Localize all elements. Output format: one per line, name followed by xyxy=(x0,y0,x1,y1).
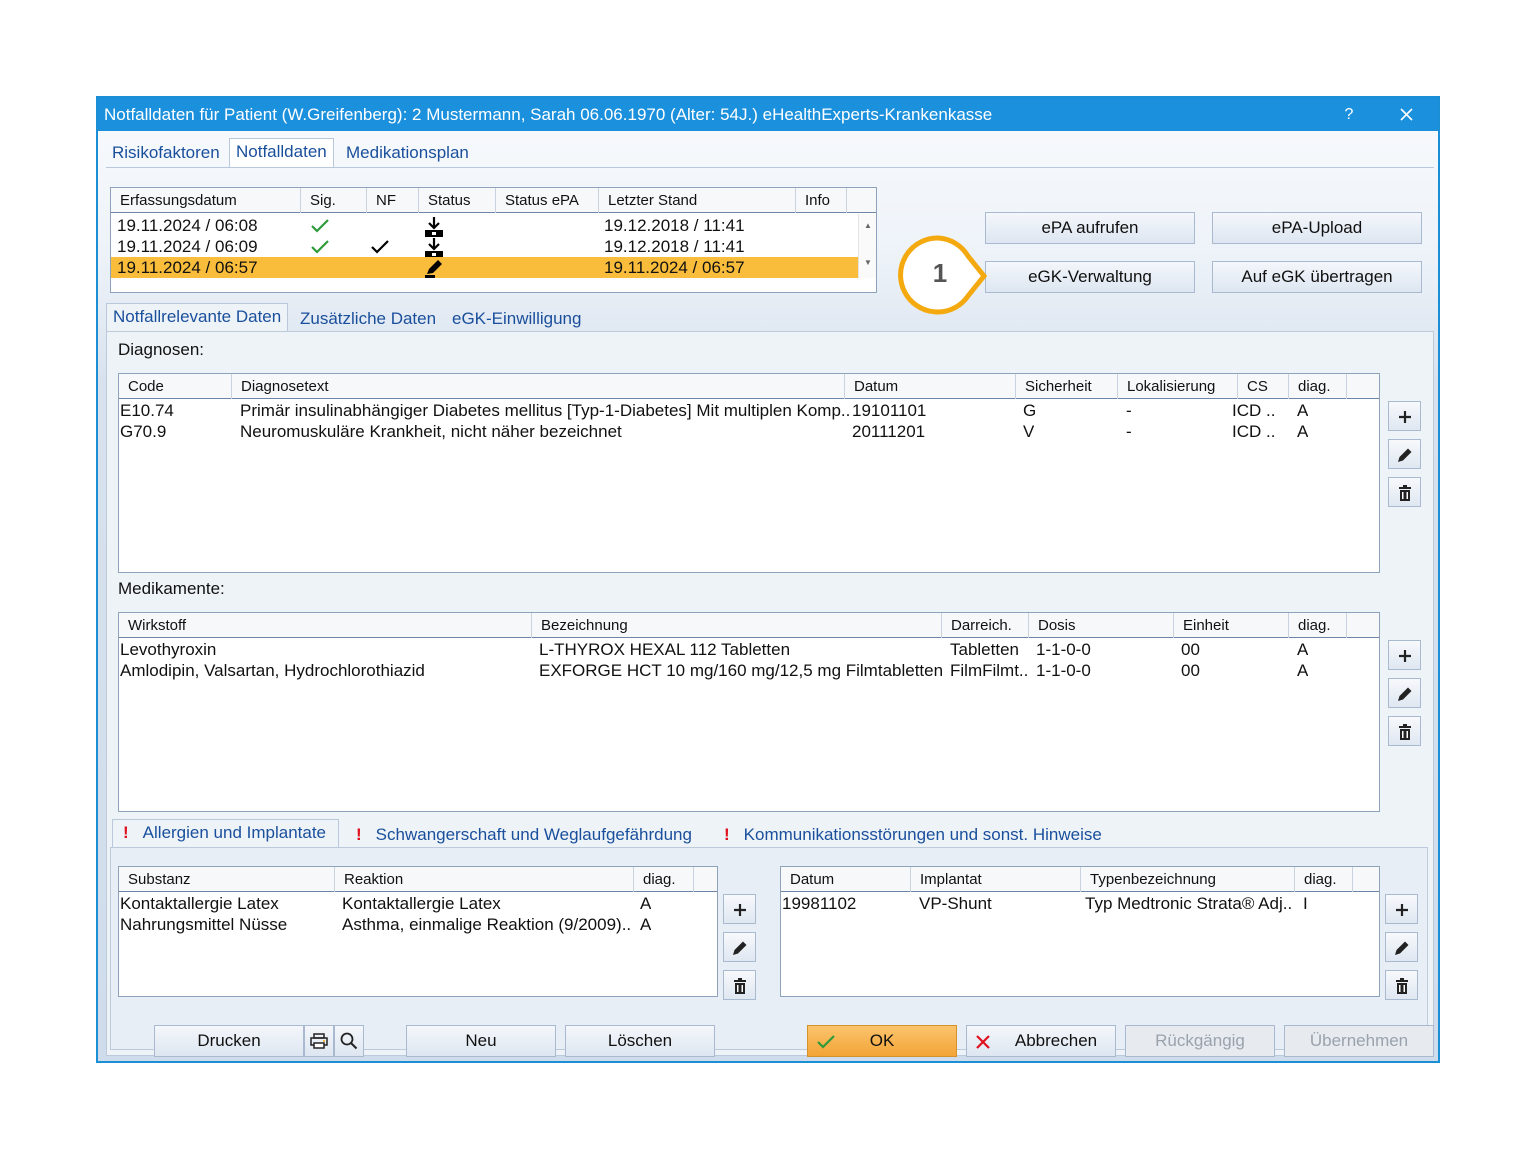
medication-delete-button[interactable] xyxy=(1388,716,1421,746)
diagnosis-safety: G xyxy=(1023,401,1037,420)
medications-table xyxy=(118,612,1380,812)
pencil-icon xyxy=(1394,940,1410,956)
tab-divider xyxy=(106,167,1434,168)
pencil-icon xyxy=(1397,447,1413,463)
col-sicherheit[interactable]: Sicherheit xyxy=(1016,374,1118,399)
allergy-reaction: Kontaktallergie Latex xyxy=(342,894,501,913)
diagnosis-edit-button[interactable] xyxy=(1388,439,1421,469)
medication-unit: 00 xyxy=(1181,640,1200,659)
pencil-card-icon xyxy=(423,257,445,278)
record-last: 19.11.2024 / 06:57 xyxy=(604,258,745,277)
col-erfassungsdatum[interactable]: Erfassungsdatum xyxy=(111,188,301,213)
records-row[interactable] xyxy=(111,236,876,257)
tab-label: Schwangerschaft und Weglaufgefährdung xyxy=(375,825,692,844)
medication-substance: Levothyroxin xyxy=(120,640,217,659)
check-green-icon xyxy=(310,218,330,234)
plus-icon xyxy=(1397,648,1413,664)
epa-upload-button[interactable]: ePA-Upload xyxy=(1212,212,1422,244)
col-implantat[interactable]: Implantat xyxy=(911,867,1081,892)
record-date: 19.11.2024 / 06:09 xyxy=(117,237,258,256)
implants-table xyxy=(780,866,1380,997)
medication-add-button[interactable] xyxy=(1388,640,1421,670)
medication-diag: A xyxy=(1297,661,1309,680)
medication-dose: 1-1-0-0 xyxy=(1036,640,1091,659)
medication-substance: Amlodipin, Valsartan, Hydrochlorothiazid xyxy=(120,661,425,680)
records-scrollbar[interactable] xyxy=(858,214,876,278)
scroll-down-icon[interactable]: ▼ xyxy=(864,258,872,267)
trash-icon xyxy=(732,978,748,994)
col-cs[interactable]: CS xyxy=(1238,374,1289,399)
medication-diag: A xyxy=(1297,640,1309,659)
col-diag[interactable]: diag. xyxy=(1295,867,1353,892)
col-status-epa[interactable]: Status ePA xyxy=(496,188,599,213)
diagnosis-cs: ICD .. xyxy=(1232,422,1276,441)
help-button[interactable]: ? xyxy=(1344,106,1354,123)
records-table xyxy=(110,187,877,293)
allergy-row[interactable] xyxy=(119,893,717,914)
trash-icon xyxy=(1397,724,1413,740)
cross-icon xyxy=(975,1034,991,1050)
implant-type: Typ Medtronic Strata® Adj.. xyxy=(1085,894,1293,913)
implant-row[interactable] xyxy=(781,893,1379,914)
tab-zusaetzliche-daten[interactable]: Zusätzliche Daten xyxy=(300,309,437,328)
col-status[interactable]: Status xyxy=(419,188,496,213)
tab-schwangerschaft[interactable] xyxy=(350,822,698,848)
col-nf[interactable]: NF xyxy=(367,188,419,213)
col-typenbezeichnung[interactable]: Typenbezeichnung xyxy=(1081,867,1295,892)
diagnosis-localisation: - xyxy=(1126,401,1132,420)
allergy-substance: Nahrungsmittel Nüsse xyxy=(120,915,288,934)
allergies-table xyxy=(118,866,718,997)
diagnosis-cs: ICD .. xyxy=(1232,401,1276,420)
trash-icon xyxy=(1394,978,1410,994)
diagnosis-text: Primär insulinabhängiger Diabetes mellitus [Typ-1-Diabetes] Mit multiplen Komp.. xyxy=(240,401,850,420)
col-code[interactable]: Code xyxy=(119,374,232,399)
allergy-delete-button[interactable] xyxy=(723,970,756,1000)
allergy-reaction: Asthma, einmalige Reaktion (9/2009).. xyxy=(342,915,632,934)
medication-unit: 00 xyxy=(1181,661,1200,680)
close-icon xyxy=(1400,108,1413,121)
tab-medikationsplan[interactable]: Medikationsplan xyxy=(346,143,469,162)
tab-allergien-implantate[interactable] xyxy=(112,819,339,849)
medication-form: FilmFilmt.. xyxy=(950,661,1028,680)
col-substanz[interactable]: Substanz xyxy=(119,867,335,892)
medication-name: L-THYROX HEXAL 112 Tabletten xyxy=(539,640,791,659)
close-button[interactable] xyxy=(1392,98,1422,131)
col-sig[interactable]: Sig. xyxy=(301,188,367,213)
diagnosis-code: E10.74 xyxy=(120,401,174,420)
diagnosis-delete-button[interactable] xyxy=(1388,477,1421,507)
col-lokalisierung[interactable]: Lokalisierung xyxy=(1118,374,1238,399)
diagnosis-date: 20111201 xyxy=(852,422,926,441)
warning-mark-icon: ! xyxy=(123,823,129,842)
implant-delete-button[interactable] xyxy=(1385,970,1418,1000)
col-bezeichnung[interactable]: Bezeichnung xyxy=(532,613,942,638)
check-icon xyxy=(816,1034,836,1050)
col-dosis[interactable]: Dosis xyxy=(1029,613,1174,638)
undo-button[interactable]: Rückgängig xyxy=(1125,1025,1275,1057)
record-last: 19.12.2018 / 11:41 xyxy=(604,237,745,256)
diagnosis-row[interactable] xyxy=(119,400,1379,421)
print-setup-button[interactable] xyxy=(304,1025,334,1057)
allergy-diag: A xyxy=(640,894,652,913)
egk-transfer-button[interactable]: Auf eGK übertragen xyxy=(1212,261,1422,293)
egk-manage-button[interactable]: eGK-Verwaltung xyxy=(985,261,1195,293)
allergy-substance: Kontaktallergie Latex xyxy=(120,894,279,913)
warning-mark-icon: ! xyxy=(356,825,362,844)
diagnosis-row[interactable] xyxy=(119,421,1379,442)
plus-icon xyxy=(1394,902,1410,918)
diagnosis-add-button[interactable] xyxy=(1388,401,1421,431)
records-header xyxy=(111,188,876,213)
record-last: 19.12.2018 / 11:41 xyxy=(604,216,745,235)
window-title: Notfalldaten für Patient (W.Greifenberg): 2 Mustermann, Sarah 06.06.1970 (Alter: 54J.) eHealthExperts-Krankenkasse xyxy=(104,105,993,124)
col-reaktion[interactable]: Reaktion xyxy=(335,867,634,892)
diagnoses-table xyxy=(118,373,1380,573)
download-card-icon xyxy=(423,237,445,259)
medication-name: EXFORGE HCT 10 mg/160 mg/12,5 mg Filmtabletten xyxy=(539,661,944,680)
notfalldaten-dialog xyxy=(96,96,1440,1063)
diagnosis-diag: A xyxy=(1297,422,1309,441)
diagnosis-date: 19101101 xyxy=(852,401,927,420)
diagnosis-text: Neuromuskuläre Krankheit, nicht näher bezeichnet xyxy=(240,422,622,441)
callout-number: 1 xyxy=(932,258,948,288)
diagnosis-safety: V xyxy=(1023,422,1035,441)
medication-row[interactable] xyxy=(119,639,1379,660)
plus-icon xyxy=(1397,409,1413,425)
pencil-icon xyxy=(732,940,748,956)
implants-header xyxy=(781,867,1379,892)
scroll-up-icon[interactable]: ▲ xyxy=(864,221,872,230)
check-black-icon xyxy=(370,239,390,255)
allergy-row[interactable] xyxy=(119,914,717,935)
records-row[interactable] xyxy=(111,215,876,236)
medications-label: Medikamente: xyxy=(118,579,225,598)
medication-row[interactable] xyxy=(119,660,1379,681)
col-einheit[interactable]: Einheit xyxy=(1174,613,1289,638)
magnifier-icon xyxy=(340,1032,358,1050)
diagnosis-localisation: - xyxy=(1126,422,1132,441)
col-diag[interactable]: diag. xyxy=(634,867,694,892)
ok-label: OK xyxy=(869,1031,895,1050)
tab-label: Kommunikationsstörungen und sonst. Hinweise xyxy=(743,825,1102,844)
pencil-icon xyxy=(1397,686,1413,702)
apply-button[interactable]: Übernehmen xyxy=(1284,1025,1434,1057)
col-diagnosetext[interactable]: Diagnosetext xyxy=(232,374,845,399)
col-datum[interactable]: Datum xyxy=(781,867,911,892)
col-diag[interactable]: diag. xyxy=(1289,613,1347,638)
implant-name: VP-Shunt xyxy=(919,894,992,913)
new-button[interactable]: Neu xyxy=(406,1025,556,1057)
print-button[interactable]: Drucken xyxy=(154,1025,304,1057)
ok-button[interactable] xyxy=(807,1025,957,1057)
warning-mark-icon: ! xyxy=(724,825,730,844)
diagnosis-diag: A xyxy=(1297,401,1309,420)
download-card-icon xyxy=(423,216,445,238)
col-info[interactable]: Info xyxy=(796,188,847,213)
allergy-add-button[interactable] xyxy=(723,894,756,924)
diagnoses-header xyxy=(119,374,1379,399)
implant-date: 19981102 xyxy=(782,894,857,913)
implant-diag: I xyxy=(1303,894,1308,913)
col-wirkstoff[interactable]: Wirkstoff xyxy=(119,613,532,638)
allergy-diag: A xyxy=(640,915,652,934)
record-date: 19.11.2024 / 06:08 xyxy=(117,216,258,235)
tab-notfalldaten[interactable]: Notfalldaten xyxy=(229,138,334,168)
trash-icon xyxy=(1397,485,1413,501)
delete-button[interactable]: Löschen xyxy=(565,1025,715,1057)
cancel-label: Abbrechen xyxy=(1014,1031,1098,1050)
col-datum[interactable]: Datum xyxy=(845,374,1016,399)
implant-edit-button[interactable] xyxy=(1385,932,1418,962)
col-darreichung[interactable]: Darreich. xyxy=(942,613,1029,638)
medication-form: Tabletten xyxy=(950,640,1019,659)
tab-label: Allergien und Implantate xyxy=(142,823,327,842)
col-diag[interactable]: diag. xyxy=(1289,374,1347,399)
medication-dose: 1-1-0-0 xyxy=(1036,661,1091,680)
title-bar xyxy=(98,98,1438,131)
allergies-header xyxy=(119,867,717,892)
epa-open-button[interactable]: ePA aufrufen xyxy=(985,212,1195,244)
diagnoses-label: Diagnosen: xyxy=(118,340,205,359)
tab-egk-einwilligung[interactable]: eGK-Einwilligung xyxy=(452,309,582,328)
medication-edit-button[interactable] xyxy=(1388,678,1421,708)
tab-risikofaktoren[interactable]: Risikofaktoren xyxy=(112,143,220,162)
check-green-icon xyxy=(310,239,330,255)
print-preview-button[interactable] xyxy=(334,1025,364,1057)
dialog-client xyxy=(98,131,1438,1061)
allergy-edit-button[interactable] xyxy=(723,932,756,962)
implant-add-button[interactable] xyxy=(1385,894,1418,924)
record-date: 19.11.2024 / 06:57 xyxy=(117,258,258,277)
printer-icon xyxy=(310,1033,328,1049)
cancel-button[interactable] xyxy=(966,1025,1116,1057)
records-row-selected[interactable] xyxy=(111,257,858,278)
tab-notfallrelevante-daten[interactable]: Notfallrelevante Daten xyxy=(106,303,288,333)
col-letzter-stand[interactable]: Letzter Stand xyxy=(599,188,796,213)
medications-header xyxy=(119,613,1379,638)
tab-kommunikationsstoerungen[interactable] xyxy=(718,822,1108,848)
plus-icon xyxy=(732,902,748,918)
diagnosis-code: G70.9 xyxy=(120,422,167,441)
